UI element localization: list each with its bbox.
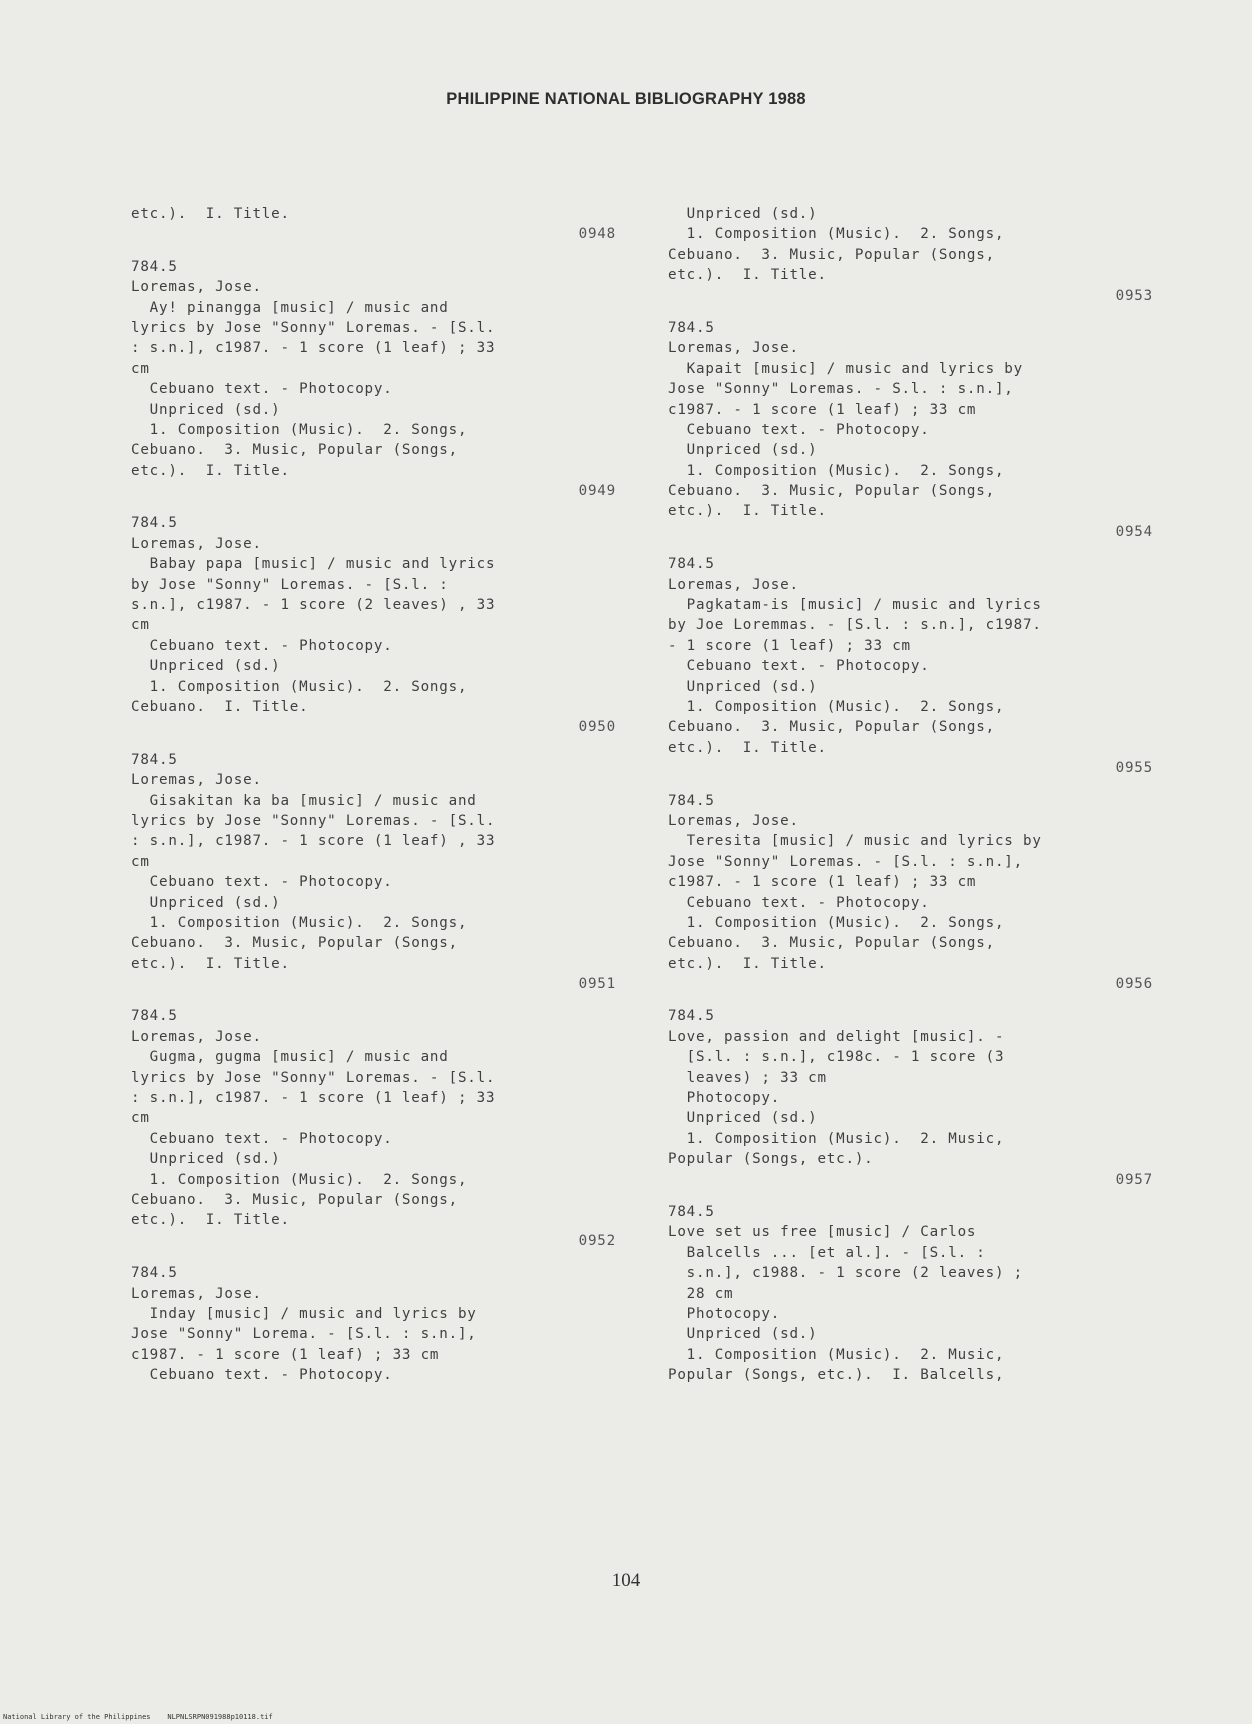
bibliography-entry — [668, 791, 1153, 995]
entry-line: : s.n.], c1987. - 1 score (1 leaf) ; 33 — [131, 340, 496, 357]
entry-number: 0957 — [1115, 1171, 1153, 1188]
entry-line: Inday [music] / music and lyrics by — [131, 1305, 477, 1322]
entry-line: Cebuano text. - Photocopy. — [131, 874, 393, 891]
entry-line: Loremas, Jose. — [131, 535, 262, 552]
right-column — [668, 204, 1153, 1397]
page-header: PHILIPPINE NATIONAL BIBLIOGRAPHY 1988 — [446, 90, 806, 108]
entry-line: Cebuano text. - Photocopy. — [131, 1367, 393, 1384]
entry-line: c1987. - 1 score (1 leaf) ; 33 cm — [131, 1346, 440, 1363]
entry-number: 0955 — [1115, 760, 1153, 777]
entry-line: cm — [131, 1110, 150, 1127]
entry-line: : s.n.], c1987. - 1 score (1 leaf) ; 33 — [131, 1090, 496, 1107]
entry-line: etc.). I. Title. — [131, 955, 290, 972]
entry-line: : s.n.], c1987. - 1 score (1 leaf) , 33 — [131, 833, 496, 850]
entry-line: etc.). I. Title. — [131, 206, 290, 222]
entry-line: Kapait [music] / music and lyrics by — [668, 360, 1023, 377]
entry-line: 1. Composition (Music). 2. Music, — [668, 1346, 1005, 1363]
entry-line: etc.). I. Title. — [668, 503, 827, 520]
entry-line: Loremas, Jose. — [668, 812, 799, 829]
entry-line: cm — [131, 617, 150, 634]
entry-line: 784.5 — [668, 1008, 715, 1025]
entry-line: Unpriced (sd.) — [668, 442, 818, 459]
entry-line: etc.). I. Title. — [668, 955, 827, 972]
entry-line: 1. Composition (Music). 2. Songs, — [668, 226, 1005, 243]
entry-line: 784.5 — [668, 1203, 715, 1220]
entry-line: Cebuano text. - Photocopy. — [131, 381, 393, 398]
entry-line: Teresita [music] / music and lyrics by — [668, 833, 1042, 850]
entry-line: 784.5 — [131, 258, 178, 275]
entry-line: Popular (Songs, etc.). — [668, 1151, 874, 1168]
entry-line: Loremas, Jose. — [131, 772, 262, 789]
entry-line: Pagkatam-is [music] / music and lyrics — [668, 597, 1042, 614]
entry-line: 784.5 — [131, 515, 178, 532]
entry-line: Love, passion and delight [music]. - — [668, 1028, 1005, 1045]
entry-line: s.n.], c1987. - 1 score (2 leaves) , 33 — [131, 597, 496, 614]
entry-line: etc.). I. Title. — [668, 267, 827, 284]
entry-line: Balcells ... [et al.]. - [S.l. : — [668, 1244, 986, 1261]
entry-number: 0954 — [1115, 523, 1153, 540]
entry-line: 784.5 — [668, 792, 715, 809]
entry-line: 1. Composition (Music). 2. Music, — [668, 1130, 1005, 1147]
entry-number: 0949 — [578, 483, 616, 500]
entry-line: leaves) ; 33 cm — [668, 1069, 827, 1086]
entry-line: Cebuano. I. Title. — [131, 698, 309, 715]
entry-line: 1. Composition (Music). 2. Songs, — [668, 698, 1005, 715]
entry-line: 1. Composition (Music). 2. Songs, — [131, 678, 468, 695]
entry-line: Loremas, Jose. — [131, 1285, 262, 1302]
entry-line: Cebuano. 3. Music, Popular (Songs, — [668, 483, 995, 500]
entry-line: Loremas, Jose. — [131, 1028, 262, 1045]
page-number: 104 — [611, 1570, 641, 1591]
bibliography-entry — [131, 750, 616, 995]
entry-number: 0952 — [578, 1232, 616, 1249]
entry-line: Photocopy. — [668, 1305, 781, 1322]
entry-number: 0953 — [1115, 287, 1153, 304]
bibliography-entry — [668, 554, 1153, 778]
entry-line: 784.5 — [668, 319, 715, 336]
entry-line: 28 cm — [668, 1285, 734, 1302]
entry-line: 784.5 — [131, 1008, 178, 1025]
bibliography-entry — [668, 1202, 1153, 1386]
entry-line: Gisakitan ka ba [music] / music and — [131, 792, 477, 809]
entry-line: by Jose "Sonny" Loremas. - [S.l. : — [131, 576, 449, 593]
entry-line: Cebuano. 3. Music, Popular (Songs, — [131, 442, 458, 459]
entry-line: Cebuano. 3. Music, Popular (Songs, — [668, 935, 995, 952]
entry-line: 784.5 — [668, 556, 715, 573]
entry-line: Cebuano text. - Photocopy. — [668, 894, 930, 911]
entry-line: Cebuano text. - Photocopy. — [668, 658, 930, 675]
entry-line: Jose "Sonny" Loremas. - S.l. : s.n.], — [668, 381, 1014, 398]
entry-line: Cebuano. 3. Music, Popular (Songs, — [131, 1191, 458, 1208]
entry-line: 784.5 — [131, 1265, 178, 1282]
entry-line: 1. Composition (Music). 2. Songs, — [131, 421, 468, 438]
entry-line: Unpriced (sd.) — [668, 1110, 818, 1127]
bibliography-entry — [131, 257, 616, 502]
bibliography-entry — [668, 1006, 1153, 1190]
entry-line: Cebuano. 3. Music, Popular (Songs, — [668, 719, 995, 736]
entry-line: Jose "Sonny" Lorema. - [S.l. : s.n.], — [131, 1326, 477, 1343]
entry-number: 0956 — [1115, 976, 1153, 993]
entry-line: Jose "Sonny" Loremas. - [S.l. : s.n.], — [668, 853, 1023, 870]
entry-line: cm — [131, 853, 150, 870]
entry-line: Unpriced (sd.) — [131, 658, 281, 675]
entry-line: Unpriced (sd.) — [131, 894, 281, 911]
entry-line: lyrics by Jose "Sonny" Loremas. - [S.l. — [131, 319, 496, 336]
entry-line: Unpriced (sd.) — [668, 1326, 818, 1343]
entry-line: Loremas, Jose. — [668, 340, 799, 357]
entry-number: 0948 — [578, 226, 616, 243]
entry-line: Cebuano. 3. Music, Popular (Songs, — [668, 246, 995, 263]
entry-line: 1. Composition (Music). 2. Songs, — [131, 914, 468, 931]
left-column — [131, 204, 616, 1397]
entry-line: Loremas, Jose. — [668, 576, 799, 593]
entry-line: Ay! pinangga [music] / music and — [131, 299, 449, 316]
entry-line: 1. Composition (Music). 2. Songs, — [668, 914, 1005, 931]
entry-line: Unpriced (sd.) — [668, 206, 818, 222]
entry-line: etc.). I. Title. — [668, 739, 827, 756]
entry-line: Cebuano text. - Photocopy. — [668, 421, 930, 438]
bibliography-entry — [131, 204, 616, 245]
entry-number: 0950 — [578, 719, 616, 736]
entry-line: 1. Composition (Music). 2. Songs, — [131, 1171, 468, 1188]
entry-line: s.n.], c1988. - 1 score (2 leaves) ; — [668, 1265, 1023, 1282]
entry-line: cm — [131, 360, 150, 377]
entry-line: Cebuano. 3. Music, Popular (Songs, — [131, 935, 458, 952]
entry-line: etc.). I. Title. — [131, 1212, 290, 1229]
entry-line: Loremas, Jose. — [131, 279, 262, 296]
entry-line: Unpriced (sd.) — [131, 1151, 281, 1168]
bibliography-entry — [131, 1263, 616, 1385]
entry-line: Gugma, gugma [music] / music and — [131, 1049, 449, 1066]
scan-footer-note: National Library of the Philippines NLPNLSRPN091988p10118.tif — [3, 1713, 273, 1721]
entry-line: Popular (Songs, etc.). I. Balcells, — [668, 1367, 1005, 1384]
bibliography-entry — [131, 1006, 616, 1251]
entry-line: Unpriced (sd.) — [131, 401, 281, 418]
entry-line: [S.l. : s.n.], c198c. - 1 score (3 — [668, 1049, 1005, 1066]
bibliography-entry — [668, 318, 1153, 542]
entry-line: 1. Composition (Music). 2. Songs, — [668, 462, 1005, 479]
entry-line: 784.5 — [131, 751, 178, 768]
entry-line: Cebuano text. - Photocopy. — [131, 1130, 393, 1147]
bibliography-entry — [131, 513, 616, 737]
entry-line: Love set us free [music] / Carlos — [668, 1224, 977, 1241]
entry-line: lyrics by Jose "Sonny" Loremas. - [S.l. — [131, 812, 496, 829]
entry-line: Unpriced (sd.) — [668, 678, 818, 695]
entry-line: - 1 score (1 leaf) ; 33 cm — [668, 637, 911, 654]
entry-line: Photocopy. — [668, 1090, 781, 1107]
entry-line: c1987. - 1 score (1 leaf) ; 33 cm — [668, 401, 977, 418]
entry-line: c1987. - 1 score (1 leaf) ; 33 cm — [668, 874, 977, 891]
entry-line: Babay papa [music] / music and lyrics — [131, 556, 496, 573]
entry-number: 0951 — [578, 976, 616, 993]
entry-line: lyrics by Jose "Sonny" Loremas. - [S.l. — [131, 1069, 496, 1086]
entry-line: by Joe Loremmas. - [S.l. : s.n.], c1987. — [668, 617, 1042, 634]
entry-line: etc.). I. Title. — [131, 462, 290, 479]
bibliography-entry — [668, 204, 1153, 306]
entry-line: Cebuano text. - Photocopy. — [131, 637, 393, 654]
